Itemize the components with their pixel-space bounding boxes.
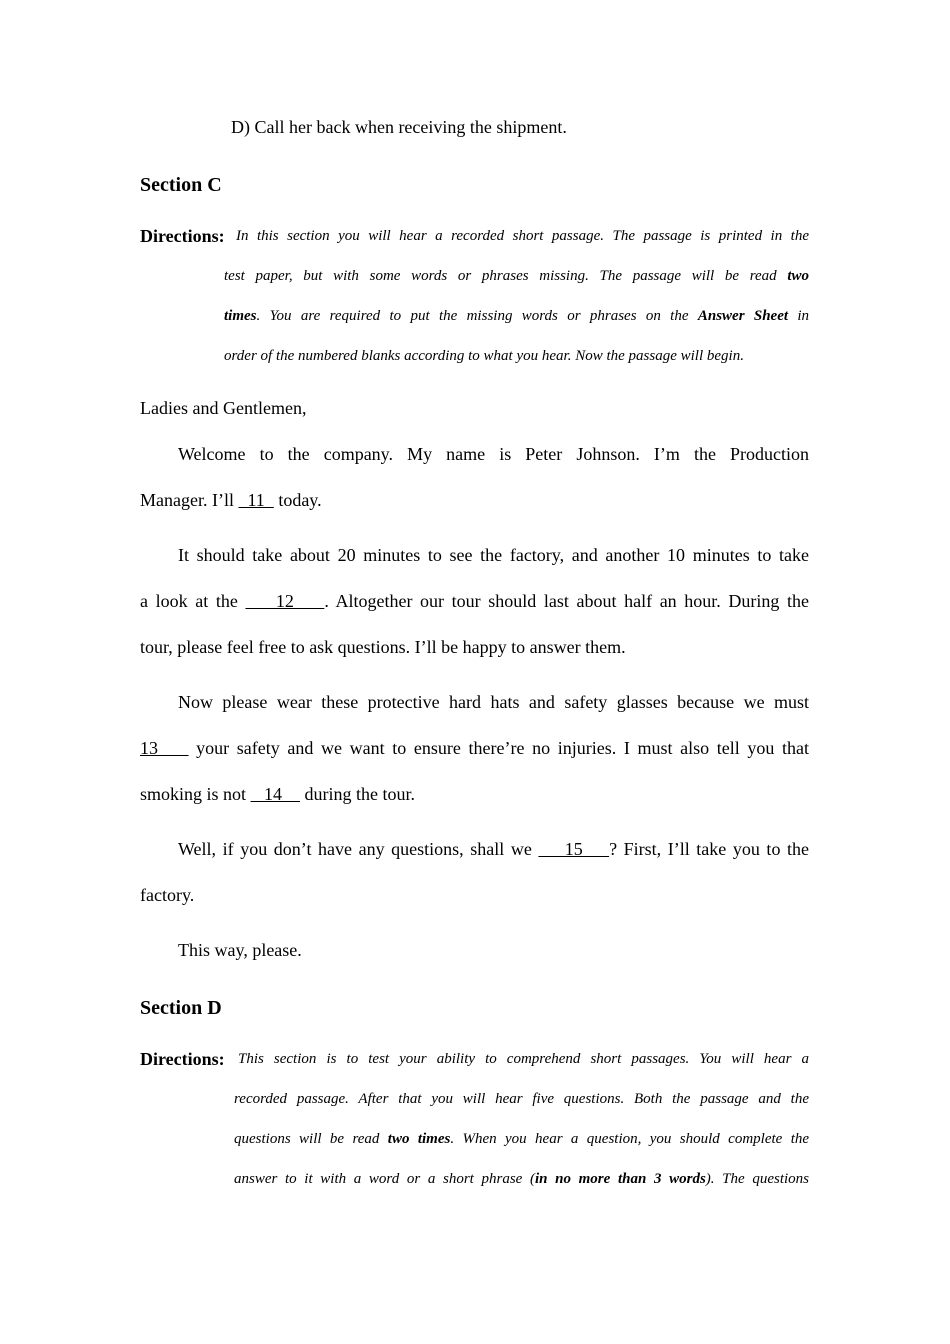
directions-emphasis: two times (387, 1131, 451, 1147)
directions-label: Directions: (140, 1049, 225, 1069)
directions-text: questions will be read (234, 1131, 380, 1147)
blank-14: 14 (250, 784, 301, 804)
paragraph-1-line-1: Welcome to the company. My name is Peter Johnson. I’m the Production (178, 444, 809, 464)
section-d-directions-line-4 (234, 1171, 809, 1188)
paragraph-3-line-2 (140, 739, 809, 757)
passage-text: during the tour. (300, 784, 416, 804)
option-d: D) Call her back when receiving the shipment. (231, 117, 567, 137)
directions-emphasis: in no more than 3 words (534, 1171, 706, 1187)
paragraph-2-line-2 (140, 592, 809, 610)
directions-emphasis: times (224, 308, 257, 324)
passage-text: . Altogether our tour should last about half an hour. During the (324, 591, 810, 611)
section-c-directions-line-2 (224, 268, 809, 285)
section-d-directions (140, 1049, 225, 1070)
paragraph-4-line-2: factory. (140, 885, 195, 905)
section-d-directions-line-1: This section is to test your ability to comprehend short passages. You will hear a (238, 1051, 809, 1067)
passage-text: ? First, I’ll take you to the (609, 839, 810, 859)
section-c-directions-line-4: order of the numbered blanks according to what you hear. Now the passage will begin. (224, 348, 744, 364)
paragraph-4-line-1 (178, 840, 809, 858)
paragraph-1-line-2 (140, 491, 322, 509)
directions-text: . You are required to put the missing words or phrases on the (256, 308, 689, 324)
section-c-directions-line-3 (224, 308, 809, 325)
paragraph-2-line-1: It should take about 20 minutes to see the factory, and another 10 minutes to take (178, 545, 809, 565)
section-c-directions (140, 226, 225, 247)
section-c-directions-line-1: In this section you will hear a recorded short passage. The passage is printed in the (236, 228, 809, 244)
directions-emphasis: Answer Sheet (697, 308, 789, 324)
section-d-directions-line-3 (234, 1131, 809, 1148)
passage-text: your safety and we want to ensure there’re no injuries. I must also tell you that (188, 738, 809, 758)
paragraph-2-line-3: tour, please feel free to ask questions. I’ll be happy to answer them. (140, 637, 626, 657)
passage-text: a look at the (140, 591, 238, 611)
passage-text: Manager. I’ll (140, 490, 234, 510)
paragraph-3-line-3 (140, 785, 415, 803)
paragraph-5: This way, please. (178, 940, 302, 960)
section-d-directions-line-2: recorded passage. After that you will hear five questions. Both the passage and the (234, 1091, 809, 1107)
directions-text: in (797, 308, 810, 324)
section-d-heading: Section D (140, 997, 222, 1019)
section-c-heading: Section C (140, 174, 222, 196)
paragraph-3-line-1: Now please wear these protective hard hats and safety glasses because we must (178, 692, 809, 712)
directions-text: . When you hear a question, you should complete the (450, 1131, 810, 1147)
directions-text: test paper, but with some words or phrases missing. The passage will be read (224, 268, 777, 284)
blank-15: 15 (538, 839, 610, 859)
directions-text: ). The questions (705, 1171, 809, 1187)
directions-text: answer to it with a word or a short phrase ( (234, 1171, 535, 1187)
blank-13: 13 (140, 738, 189, 758)
passage-text: today. (273, 490, 322, 510)
blank-12: 12 (245, 591, 325, 611)
passage-text: Well, if you don’t have any questions, shall we (178, 839, 532, 859)
directions-label: Directions: (140, 226, 225, 246)
directions-emphasis: two (787, 268, 809, 284)
salutation: Ladies and Gentlemen, (140, 398, 307, 418)
blank-11: 11 (238, 490, 274, 510)
passage-text: smoking is not (140, 784, 247, 804)
